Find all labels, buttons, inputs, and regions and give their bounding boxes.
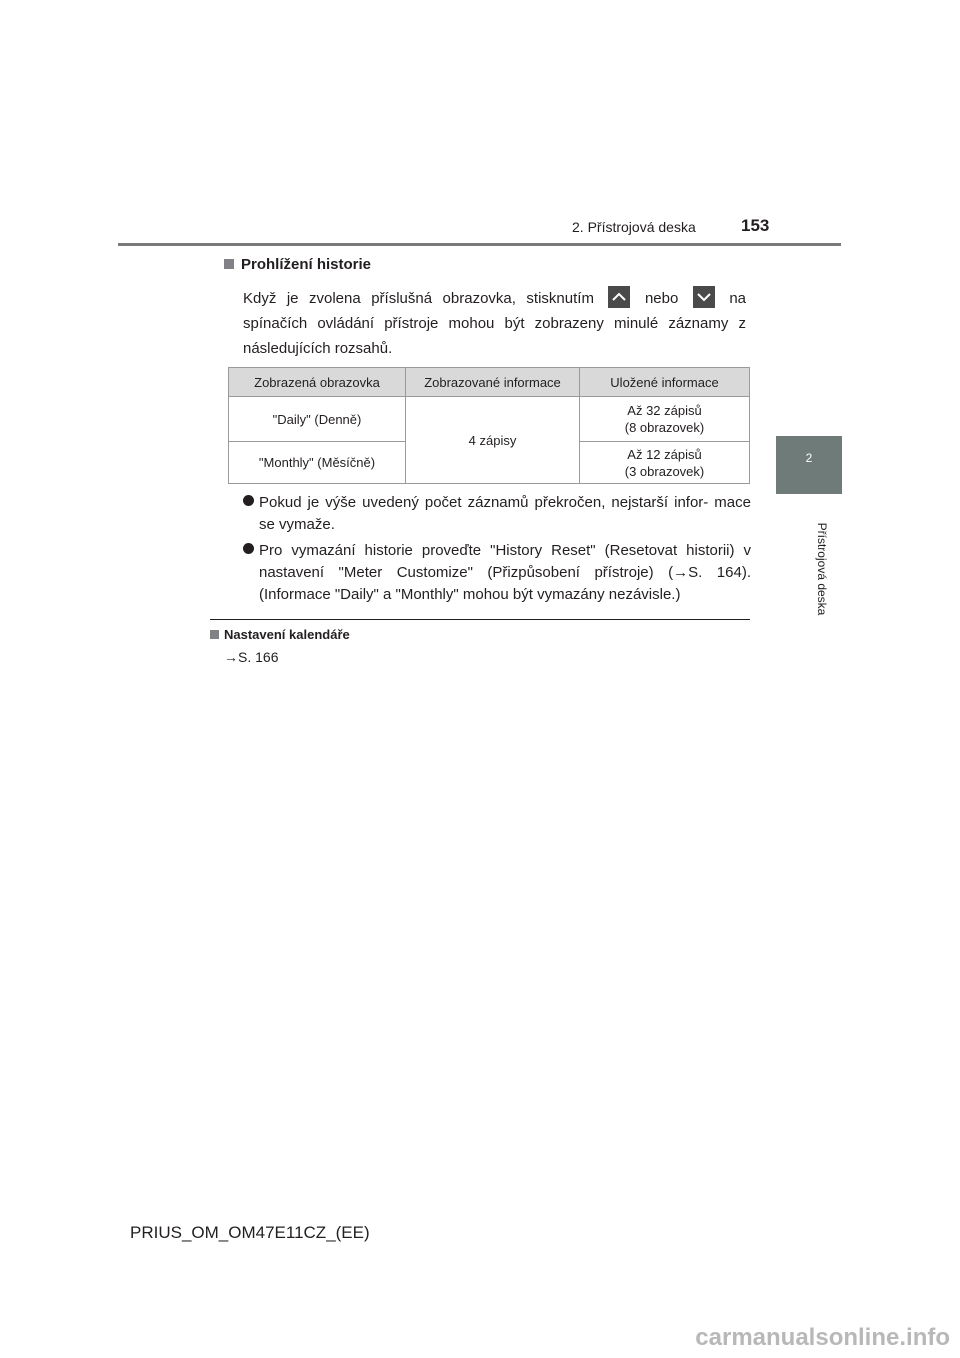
header-divider xyxy=(118,243,841,246)
section-heading-history xyxy=(224,256,371,273)
intro-paragraph xyxy=(243,286,746,361)
table-cell: "Daily" (Denně) xyxy=(229,397,406,442)
section-heading-calendar xyxy=(210,627,350,642)
bullet-text: Pro vymazání historie proveďte "History Reset" (Resetovat historii) v nastavení "Meter Customize" (Přizpůsobení přístroje) (→S. 164). (Informace "Daily" a "Monthly" mohou být vymazány nezávisle.) xyxy=(259,542,751,603)
page-reference-link[interactable]: →S. 166 xyxy=(224,649,279,665)
chevron-down-icon xyxy=(693,286,715,308)
section-divider xyxy=(210,619,750,620)
table-cell: "Monthly" (Měsíčně) xyxy=(229,442,406,484)
history-table xyxy=(228,367,750,484)
chapter-label: Přístrojová deska xyxy=(815,522,829,616)
bullet-dot-icon xyxy=(243,495,254,506)
table-cell xyxy=(580,442,750,484)
table-cell: 4 zápisy xyxy=(406,397,580,484)
header-section-title: 2. Přístrojová deska xyxy=(572,219,696,235)
bullet-item xyxy=(243,492,751,536)
page-number: 153 xyxy=(741,216,770,235)
chapter-tab xyxy=(776,436,842,494)
para-text-3: na spínačích ovládání přístroje mohou být zobrazeny minulé záznamy z následujících rozsahů. xyxy=(243,290,746,357)
table-header: Zobrazované informace xyxy=(406,368,580,397)
cell-line: Až 32 zápisů xyxy=(627,403,702,418)
square-bullet-icon xyxy=(224,259,234,269)
bullet-text: Pokud je výše uvedený počet záznamů překročen, nejstarší infor- mace se vymaže. xyxy=(259,494,751,533)
bullet-dot-icon xyxy=(243,543,254,554)
cell-line: (3 obrazovek) xyxy=(624,463,705,479)
footer-code: PRIUS_OM_OM47E11CZ_(EE) xyxy=(130,1223,370,1242)
para-text-1: Když je zvolena příslušná obrazovka, stisknutím xyxy=(243,290,594,307)
watermark: carmanualsonline.info xyxy=(695,1324,950,1351)
cell-line: (8 obrazovek) xyxy=(624,420,705,435)
table-cell xyxy=(580,397,750,442)
section-title: Nastavení kalendáře xyxy=(224,627,350,642)
section-title: Prohlížení historie xyxy=(241,256,372,273)
chapter-number: 2 xyxy=(805,451,813,465)
cell-line: Až 12 zápisů xyxy=(627,446,702,462)
chevron-up-icon xyxy=(608,286,630,308)
chapter-label-vertical xyxy=(815,504,829,634)
table-header-row xyxy=(229,368,750,397)
table-row xyxy=(229,397,750,442)
table-header: Uložené informace xyxy=(580,368,750,397)
para-text-2: nebo xyxy=(644,290,679,307)
table-header: Zobrazená obrazovka xyxy=(229,368,406,397)
square-bullet-icon xyxy=(210,630,219,639)
bullet-item xyxy=(243,540,751,606)
